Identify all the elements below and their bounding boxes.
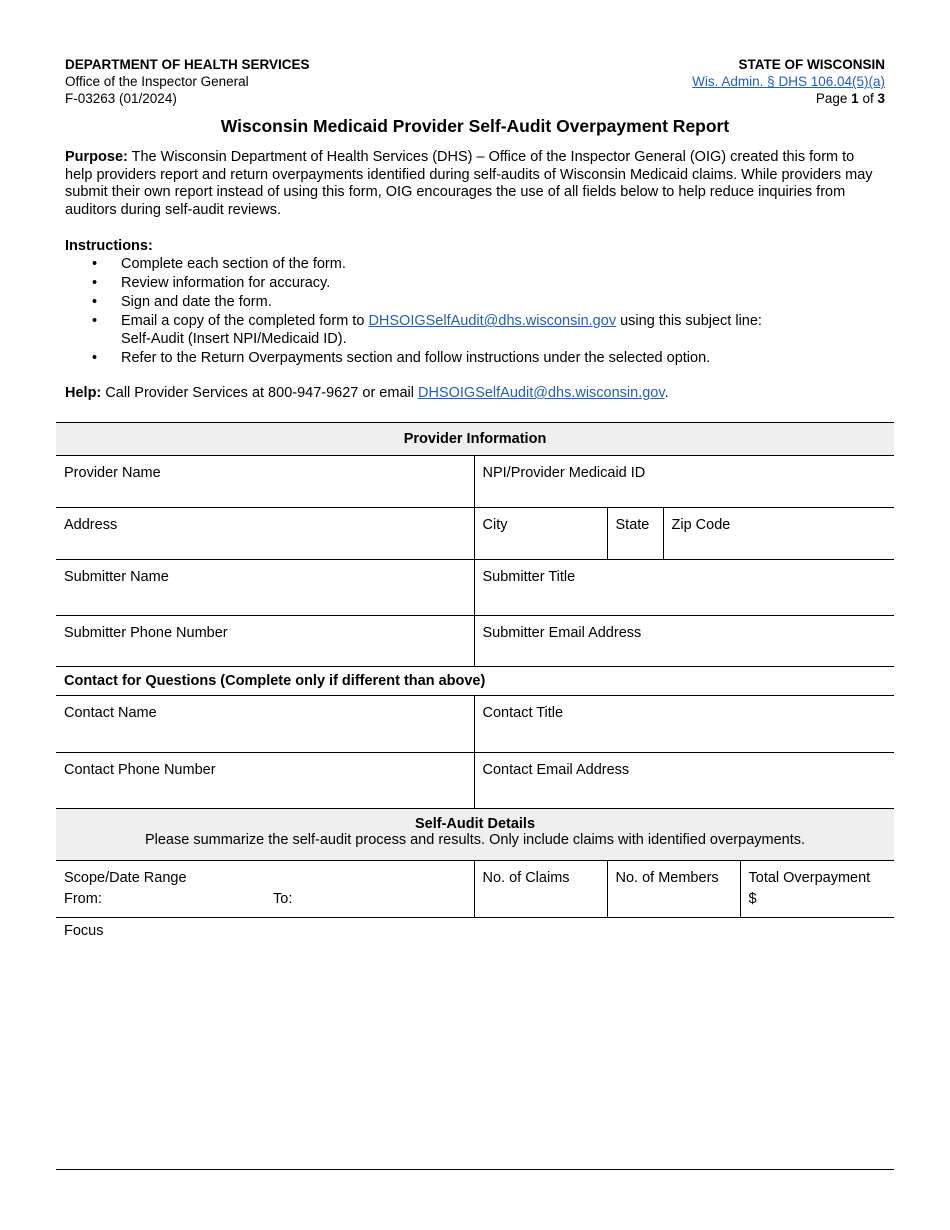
submitter-phone-field[interactable]: Submitter Phone Number bbox=[56, 616, 474, 667]
office-name: Office of the Inspector General bbox=[65, 74, 249, 89]
help-label: Help: bbox=[65, 385, 102, 401]
list-item: • Email a copy of the completed form to DHSOIGSelfAudit@dhs.wisconsin.gov using this subject line: Self-Audit (Insert NPI/Medicaid ID). bbox=[65, 313, 885, 348]
list-item: • Review information for accuracy. bbox=[65, 275, 885, 293]
self-audit-heading: Self-Audit Details Please summarize the self-audit process and results. Only include claims with identified overpayments. bbox=[56, 809, 894, 861]
city-field[interactable]: City bbox=[474, 508, 607, 560]
claims-count-field[interactable]: No. of Claims bbox=[474, 861, 607, 918]
self-audit-note: Please summarize the self-audit process and results. Only include claims with identified overpayments. bbox=[144, 832, 806, 848]
department-name: DEPARTMENT OF HEALTH SERVICES bbox=[65, 57, 310, 72]
total-overpayment-field[interactable]: Total Overpayment $ bbox=[740, 861, 894, 918]
page-title: Wisconsin Medicaid Provider Self-Audit Overpayment Report bbox=[220, 116, 730, 136]
submitter-email-field[interactable]: Submitter Email Address bbox=[474, 616, 894, 667]
contact-title-field[interactable]: Contact Title bbox=[474, 696, 894, 753]
contact-heading: Contact for Questions (Complete only if different than above) bbox=[56, 667, 894, 696]
npi-field[interactable]: NPI/Provider Medicaid ID bbox=[474, 456, 894, 508]
state-name: STATE OF WISCONSIN bbox=[738, 57, 885, 72]
submitter-name-field[interactable]: Submitter Name bbox=[56, 560, 474, 616]
list-item: • Complete each section of the form. bbox=[65, 256, 885, 274]
form-number: F-03263 (01/2024) bbox=[65, 91, 177, 106]
help-line: Help: Call Provider Services at 800-947-9627 or email DHSOIGSelfAudit@dhs.wisconsin.gov. bbox=[65, 385, 669, 401]
email-link[interactable]: DHSOIGSelfAudit@dhs.wisconsin.gov bbox=[368, 313, 617, 329]
to-label: To: bbox=[273, 891, 293, 907]
state-field[interactable]: State bbox=[607, 508, 663, 560]
instructions-heading: Instructions: bbox=[65, 238, 153, 254]
purpose-text: The Wisconsin Department of Health Services (DHS) – Office of the Inspector General (OIG) created this form to help providers report and return overpayments identified during self-audits of Wisconsin Medicaid claims. While providers may submit their own report instead of using this form, OIG encourages the use of all fields below to help reduce inquiries from auditors during self-audit reviews. bbox=[65, 149, 873, 218]
currency-symbol: $ bbox=[748, 891, 757, 907]
help-email-link[interactable]: DHSOIGSelfAudit@dhs.wisconsin.gov bbox=[418, 385, 665, 401]
provider-info-heading: Provider Information bbox=[56, 423, 894, 456]
provider-form-table bbox=[56, 422, 894, 1170]
purpose-paragraph bbox=[65, 149, 885, 219]
members-count-field[interactable]: No. of Members bbox=[607, 861, 740, 918]
header-right bbox=[692, 56, 885, 107]
scope-date-range-field[interactable]: Scope/Date Range From: To: bbox=[56, 861, 474, 918]
address-field[interactable]: Address bbox=[56, 508, 474, 560]
header-left bbox=[65, 56, 310, 107]
list-item: • Sign and date the form. bbox=[65, 294, 885, 312]
submitter-title-field[interactable]: Submitter Title bbox=[474, 560, 894, 616]
contact-email-field[interactable]: Contact Email Address bbox=[474, 753, 894, 809]
purpose-label: Purpose: bbox=[65, 149, 128, 165]
contact-name-field[interactable]: Contact Name bbox=[56, 696, 474, 753]
focus-field[interactable]: Focus bbox=[56, 918, 894, 1170]
provider-name-field[interactable]: Provider Name bbox=[56, 456, 474, 508]
page-number: Page 1 of 3 bbox=[815, 91, 885, 106]
bottom-rule bbox=[56, 1169, 894, 1170]
zip-code-field[interactable]: Zip Code bbox=[663, 508, 894, 560]
list-item: • Refer to the Return Overpayments section and follow instructions under the selected option. bbox=[65, 350, 885, 368]
from-label: From: bbox=[64, 891, 102, 907]
statute-link[interactable]: Wis. Admin. § DHS 106.04(5)(a) bbox=[692, 74, 885, 89]
instructions-list bbox=[65, 256, 885, 369]
contact-phone-field[interactable]: Contact Phone Number bbox=[56, 753, 474, 809]
